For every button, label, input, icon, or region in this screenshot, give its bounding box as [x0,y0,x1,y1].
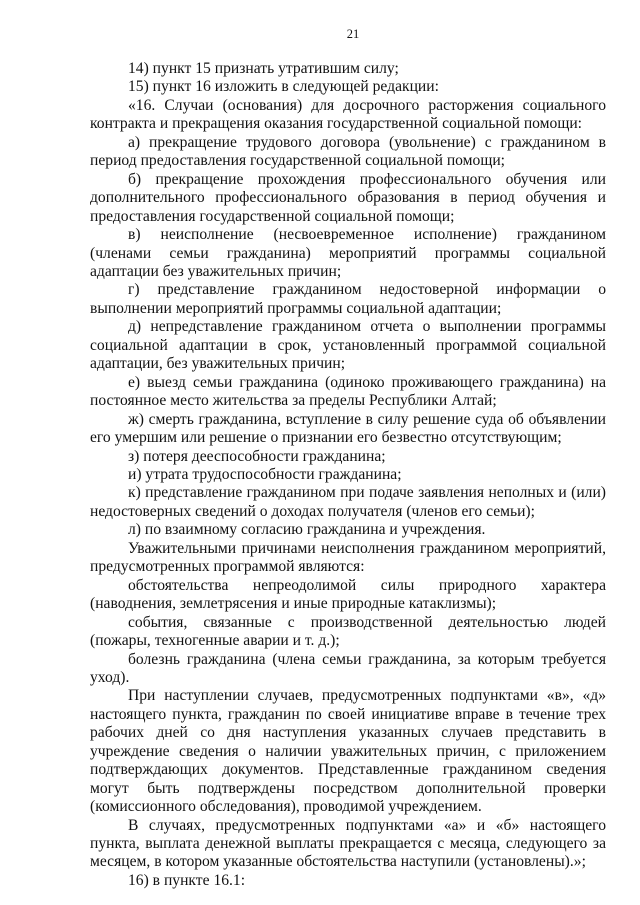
paragraph: При наступлении случаев, предусмотренных подпунктами «в», «д» настоящего пункта, гражданин по своей инициативе вправе в течение трех рабочих дней со дня наступления указанных случаев представить в учреждение сведения о наличии уважительных причин, с приложением подтверждающих документов. Представленные гражданином сведения могут быть подтверждены посредством дополнительной проверки (комиссионного обследования), проводимой учреждением. [90,687,606,816]
paragraph: «16. Случаи (основания) для досрочного расторжения социального контракта и прекращения оказания государственной социальной помощи: [90,96,606,133]
paragraph: 16) в пункте 16.1: [128,871,246,889]
paragraph: события, связанные с производственной деятельностью людей (пожары, техногенные аварии и т. д.); [90,613,606,650]
paragraph: е) выезд семьи гражданина (одиноко проживающего гражданина) на постоянное место жительства за пределы Республики Алтай; [90,373,606,410]
paragraph: а) прекращение трудового договора (увольнение) с гражданином в период предоставления государственной социальной помощи; [90,133,606,170]
paragraph: д) непредставление гражданином отчета о выполнении программы социальной адаптации в срок, установленный программой социальной адаптации, без уважительных причин; [90,318,606,373]
paragraph: обстоятельства непреодолимой силы природного характера (наводнения, землетрясения и иные природные катаклизмы); [90,576,606,613]
document-body [90,60,606,890]
paragraph: к) представление гражданином при подаче заявления неполных и (или) недостоверных сведений о доходах получателя (членов его семьи); [90,484,606,520]
paragraph: 15) пункт 16 изложить в следующей редакции: [128,78,439,96]
paragraph: и) утрата трудоспособности гражданина; [128,465,402,483]
paragraph: з) потеря дееспособности гражданина; [128,447,386,465]
paragraph: В случаях, предусмотренных подпунктами «а» и «б» настоящего пункта, выплата денежной выплаты прекращается с месяца, следующего за месяцем, в котором указанные обстоятельства наступили (установлены).»; [90,816,606,871]
page-number: 21 [346,27,360,41]
paragraph: г) представление гражданином недостоверной информации о выполнении мероприятий программы социальной адаптации; [90,281,606,317]
document-page [90,26,606,890]
paragraph: л) по взаимному согласию гражданина и учреждения. [128,521,486,539]
paragraph: Уважительными причинами неисполнения гражданином мероприятий, предусмотренных программой являются: [90,539,606,576]
paragraph: в) неисполнение (несвоевременное исполнение) гражданином (членами семьи гражданина) мероприятий программы социальной адаптации без уважительных причин; [90,226,606,280]
paragraph: ж) смерть гражданина, вступление в силу решение суда об объявлении его умершим или решение о признании его безвестно отсутствующим; [90,410,606,447]
paragraph: болезнь гражданина (члена семьи гражданина, за которым требуется уход). [90,650,606,686]
paragraph: б) прекращение прохождения профессионального обучения или дополнительного профессионального образования в период обучения и предоставления государственной социальной помощи; [90,170,606,225]
paragraph: 14) пункт 15 признать утратившим силу; [128,60,399,77]
